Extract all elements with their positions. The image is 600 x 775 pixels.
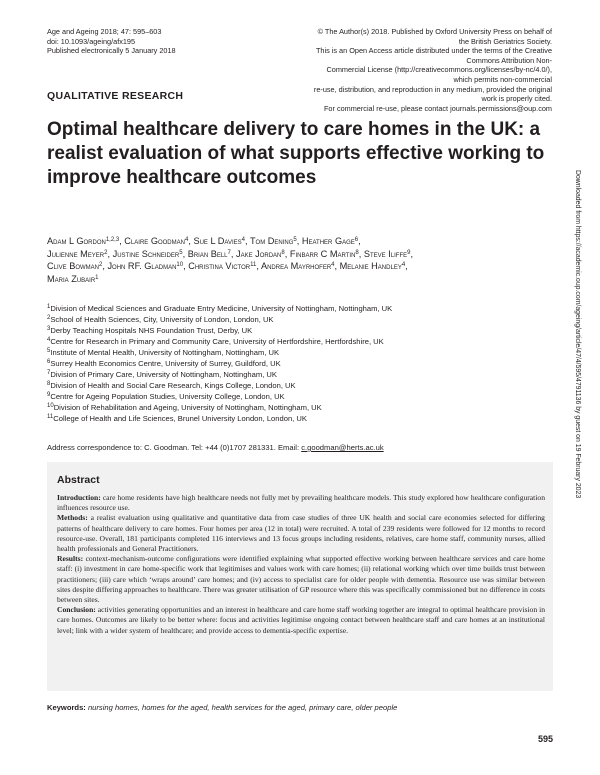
abstract-label: Introduction: (57, 493, 101, 502)
affiliation-text: School of Health Sciences, City, University of London, London, UK (50, 315, 274, 325)
published-line: Published electronically 5 January 2018 (47, 46, 176, 56)
abstract-body (57, 493, 545, 636)
affiliation-number: 6 (47, 359, 51, 366)
affiliation-number: 10 (47, 403, 54, 410)
author-affiliation: 1 (95, 275, 99, 282)
abstract-methods (57, 513, 545, 554)
affiliation-item (47, 314, 557, 325)
email-link[interactable]: c.goodman@herts.ac.uk (301, 443, 384, 452)
affiliation-text: Derby Teaching Hospitals NHS Foundation Trust, Derby, UK (50, 326, 253, 336)
affiliation-text: Division of Medical Sciences and Graduate Entry Medicine, University of Nottingham, Nottingham, UK (50, 304, 393, 313)
doi-line: doi: 10.1093/ageing/afx195 (47, 36, 136, 46)
author-affiliation: 2 (99, 262, 103, 269)
author-name: Justine Schneider (112, 248, 180, 259)
affiliation-text: Division of Primary Care, University of Nottingham, Nottingham, UK (50, 370, 277, 380)
license-line: re-use, distribution, and reproduction in any medium, provided the original work is properly cited. (313, 84, 552, 104)
author-affiliation: 8 (355, 249, 359, 256)
author-name: Brian Bell (187, 248, 228, 259)
license-line: For commercial re-use, please contact journals.permissions@oup.com (323, 103, 552, 113)
affiliation-item (47, 336, 557, 347)
affiliation-text: Centre for Ageing Population Studies, University College, London, UK (50, 392, 285, 402)
affiliation-item (47, 402, 557, 413)
author-affiliation: 2 (104, 249, 108, 256)
author-affiliation: 1,2,3 (105, 237, 120, 243)
abstract-results (57, 554, 545, 605)
download-note-text: Downloaded from https://academic.oup.com/ageing/article/47/4/595/4791136 by guest on 19 February 2023 (574, 170, 581, 499)
affiliation-item (47, 391, 557, 402)
author-affiliation: 5 (179, 249, 183, 256)
abstract-label: Results: (57, 554, 84, 564)
author-affiliation: 11 (250, 262, 257, 269)
abstract-introduction (57, 493, 545, 513)
affiliation-number: 8 (47, 381, 51, 388)
journal-citation (47, 27, 176, 56)
keywords-text: nursing homes, homes for the aged, health services for the aged, primary care, older people (87, 703, 398, 712)
affiliation-item (47, 369, 557, 380)
affiliation-number: 2 (47, 315, 51, 322)
address-text: Address correspondence to: C. Goodman. Tel: +44 (0)1707 281331. Email: (47, 443, 300, 452)
author-affiliation: 9 (407, 249, 411, 256)
affiliation-text: Centre for Research in Primary and Community Care, University of Hertfordshire, Hertfordshire, UK (50, 337, 384, 347)
author-name: Heather Gage (301, 236, 355, 246)
download-watermark (574, 170, 586, 620)
author-name: Jake Jordan (235, 248, 282, 259)
author-affiliation: 10 (176, 262, 184, 269)
affiliation-item (47, 358, 557, 369)
abstract-paragraph: a realist evaluation using qualitative and quantitative data from case studies of three UK health and social care economies selected for differing patterns of healthcare delivery to care homes. Four homes per area (12 in total) were recruited. A total of 239 residents were followed for 12 months to record resource-use. Overall, 181 participants completed 116 interviews and 13 focus groups including residents, relatives, care home staff, community nurses, allied health professionals and General Practitioners. (57, 513, 545, 554)
keywords-label: Keywords: (47, 703, 86, 712)
author-name: Steve Iliffe (363, 248, 408, 259)
author-affiliation: 8 (281, 249, 285, 256)
abstract-paragraph: care home residents have high healthcare needs not fully met by prevailing healthcare models. This study explored how healthcare configuration influences resource use. (57, 493, 545, 513)
affiliation-number: 4 (47, 337, 51, 344)
affiliation-number: 1 (47, 304, 51, 310)
affiliation-number: 3 (47, 326, 51, 333)
author-list: Adam L Gordon$^{1,2,3}$, Claire Goodman$^4$, Sue L Davies$^4$, Tom Dening$^5$, Heather Gage$^6$, Julienne Meyer$^2$, Justine Schneider$^5$, Brian Bell$^7$, Jake Jordan$^8$, Finbarr C Martin$^8$, Steve Iliffe$^9$, Clive Bowman$^2$, John RF. Gladman$^{10}$, Christina Victor$^{11}$, Andrea Mayrhofer$^4$, Melanie Handley$^4$, Maria Zubair$^1$ (47, 236, 414, 285)
affiliation-item (47, 325, 557, 336)
author-affiliation: 5 (293, 237, 297, 243)
page-number: 595 (537, 734, 553, 744)
affiliation-number: 7 (47, 370, 51, 377)
author-affiliation: 4 (241, 237, 245, 243)
section-label: QUALITATIVE RESEARCH (47, 90, 184, 102)
affiliation-list (47, 303, 557, 425)
author-affiliation: 4 (184, 237, 189, 243)
correspondence-address (47, 443, 384, 452)
author-affiliation: 4 (331, 262, 335, 269)
affiliation-item (47, 347, 557, 358)
keywords (47, 703, 553, 712)
author-name: Julienne Meyer (47, 248, 105, 259)
affiliation-number: 9 (47, 392, 51, 399)
author-affiliation: 7 (227, 249, 231, 256)
affiliation-item (47, 380, 557, 391)
abstract-conclusion (57, 605, 545, 636)
author-name: Finbarr C Martin (289, 248, 356, 259)
abstract-label: Conclusion: (57, 605, 96, 615)
citation-line: Age and Ageing 2018; 47: 595–603 (47, 27, 162, 36)
author-name: John RF. Gladman (107, 261, 177, 272)
affiliation-text: Division of Health and Social Care Research, Kings College, London, UK (50, 381, 296, 391)
affiliation-item (47, 303, 557, 314)
author-name: Andrea Mayrhofer (260, 261, 332, 272)
author-name: Tom Dening (249, 236, 294, 246)
author-name: Christina Victor (188, 261, 251, 272)
article-title: Optimal healthcare delivery to care homes in the UK: a realist evaluation of what supports effective working to improve healthcare outcomes (47, 119, 545, 188)
author-name: Melanie Handley (339, 261, 402, 272)
abstract-paragraph: context-mechanism-outcome configurations were identified explaining what supported effective working between healthcare services and care home staff: (i) investment in care home-specific work that legitimises and values work with care homes; (ii) relational working which over time builds trust between practitioners; (iii) care which ‘wraps around’ care homes; and (iv) access to specialist care for older people with dementia. Resource use was similar between sites despite differing approaches to healthcare. There was greater utilisation of GP resource where this was specifically commissioned but no difference in costs between sites. (57, 554, 545, 605)
license-line: © The Author(s) 2018. Published by Oxford University Press on behalf of the British Geriatrics Society. (317, 27, 552, 46)
author-name: Clive Bowman (47, 261, 99, 272)
author-name: Sue L Davies (193, 236, 242, 246)
affiliation-text: Surrey Health Economics Centre, University of Surrey, Guildford, UK (50, 359, 281, 369)
affiliation-text: Division of Rehabilitation and Ageing, University of Nottingham, Nottingham, UK (53, 403, 322, 413)
affiliation-item (47, 413, 557, 424)
affiliation-text: College of Health and Life Sciences, Brunel University London, London, UK (53, 414, 307, 424)
author-name: Adam L Gordon (47, 236, 106, 246)
affiliation-text: Institute of Mental Health, University of Nottingham, Nottingham, UK (50, 348, 280, 358)
license-notice (306, 27, 552, 113)
abstract-paragraph: activities generating opportunities and an interest in healthcare and care home staff working together are integral to optimal healthcare provision in care homes. Outcomes are likely to be better where: focus and activities legitimise ongoing contact between healthcare staff and care homes at an institutional level; link with a wider system of healthcare; and provide access to dementia-specific expertise. (57, 605, 545, 635)
license-line: This is an Open Access article distributed under the terms of the Creative Commons Attribution Non- (315, 46, 552, 65)
abstract-heading: Abstract (57, 474, 100, 486)
author-name: Claire Goodman (124, 236, 185, 246)
affiliation-number: 5 (47, 348, 51, 355)
author-affiliation: 4 (401, 262, 406, 269)
abstract-label: Methods: (57, 513, 88, 523)
license-line: Commercial License (http://creativecommons.org/licenses/by-nc/4.0/), which permits non-commercial (326, 65, 552, 84)
author-name: Maria Zubair (47, 274, 96, 285)
author-affiliation: 6 (354, 237, 359, 243)
affiliation-number: 11 (47, 414, 54, 421)
